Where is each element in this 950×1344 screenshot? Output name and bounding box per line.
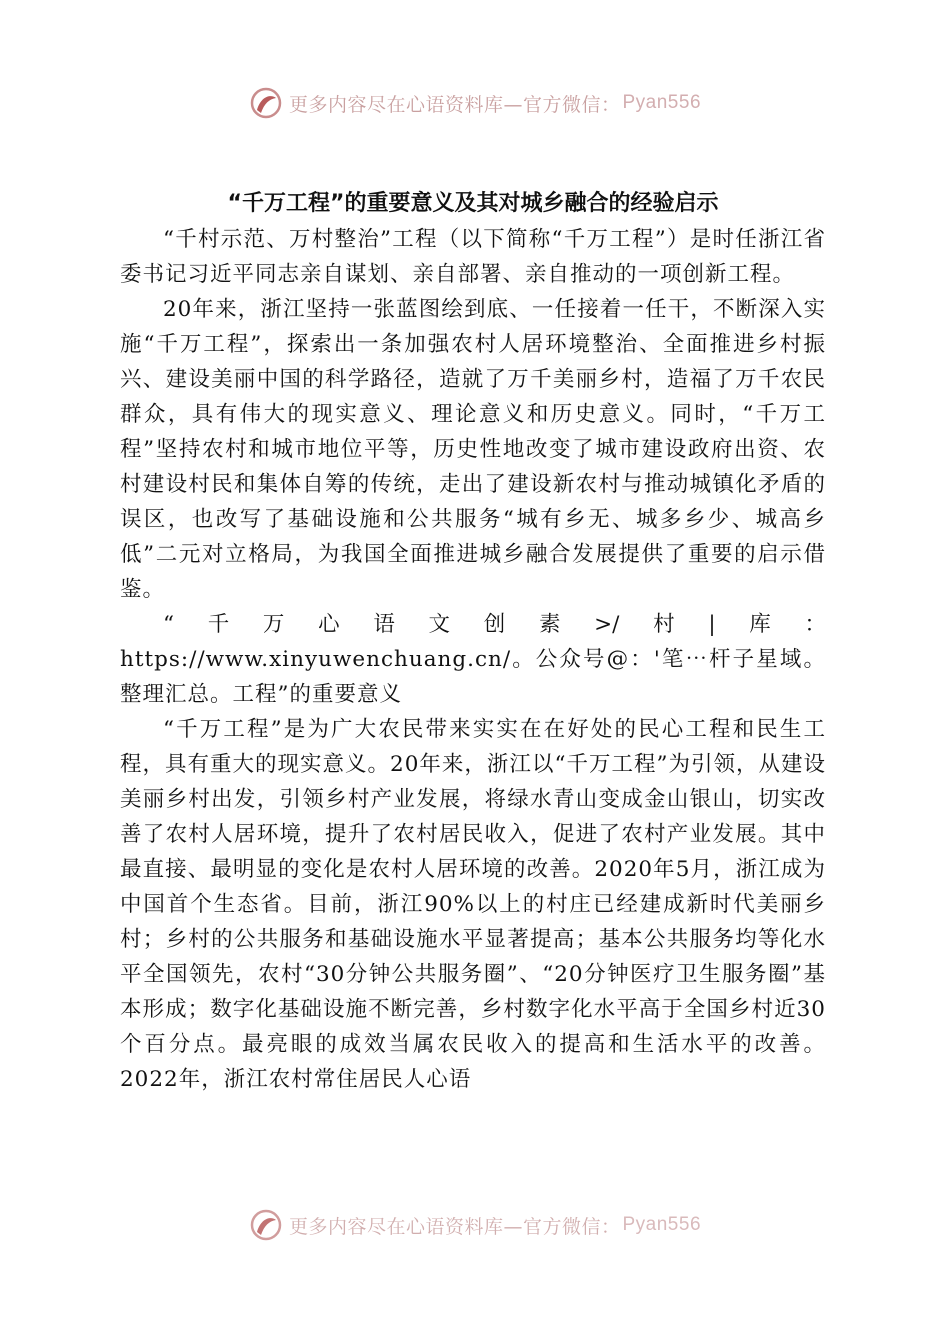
paragraph-intro: “千村示范、万村整治”工程（以下简称“千万工程”）是时任浙江省委书记习近平同志亲自谋划、亲自部署、亲自推动的一项创新工程。	[120, 227, 826, 287]
paragraph-significance: “千万工程”是为广大农民带来实实在在好处的民心工程和民生工程，具有重大的现实意义。20年来，浙江以“千万工程”为引领，从建设美丽乡村出发，引领乡村产业发展，将绿水青山变成金山银山，切实改善了农村人居环境，提升了农村居民收入，促进了农村产业发展。其中最直接、最明显的变化是农村人居环境的改善。2020年5月，浙江成为中国首个生态省。目前，浙江90%以上的村庄已经建成新时代美丽乡村；乡村的公共服务和基础设施水平显著提高；基本公共服务均等化水平全国领先，农村“30分钟公共服务圈”、“20分钟医疗卫生服务圈”基本形成；数字化基础设施不断完善，乡村数字化水平高于全国乡村近30个百分点。最亮眼的成效当属农民收入的提高和生活水平的改善。2022年，浙江农村常住居民人心语	[120, 717, 826, 1092]
watermark-text: 更多内容尽在心语资料库—官方微信：	[288, 1215, 621, 1238]
paragraph-source-url: https://www.xinyuwenchuang.cn/。公众号@：'笔⋯杆子星域。整理汇总。工程”的重要意义	[120, 647, 826, 707]
watermark-wechat-id: Pyan556	[622, 1214, 702, 1235]
paragraph-twenty-years: 20年来，浙江坚持一张蓝图绘到底、一任接着一任干，不断深入实施“千万工程”，探索出一条加强农村人居环境整治、全面推进乡村振兴、建设美丽中国的科学路径，造就了万千美丽乡村，造福了万千农民群众，具有伟大的现实意义、理论意义和历史意义。同时，“千万工程”坚持农村和城市地位平等，历史性地改变了城市建设政府出资、农村建设村民和集体自筹的传统，走出了建设新农村与推动城镇化矛盾的误区，也改写了基础设施和公共服务“城有乡无、城多乡少、城高乡低”二元对立格局，为我国全面推进城乡融合发展提供了重要的启示借鉴。	[120, 297, 826, 602]
watermark-wechat-id: Pyan556	[622, 92, 702, 113]
document-body	[120, 186, 826, 1097]
brand-logo-icon	[249, 1208, 283, 1242]
paragraph-source-line: “千万心语文创素>/村|库：	[163, 612, 826, 637]
watermark-text: 更多内容尽在心语资料库—官方微信：	[288, 93, 621, 116]
document-title: “千万工程”的重要意义及其对城乡融合的经验启示	[227, 191, 719, 216]
brand-logo-icon	[249, 86, 283, 120]
header-watermark	[0, 86, 950, 120]
footer-watermark	[0, 1208, 950, 1242]
